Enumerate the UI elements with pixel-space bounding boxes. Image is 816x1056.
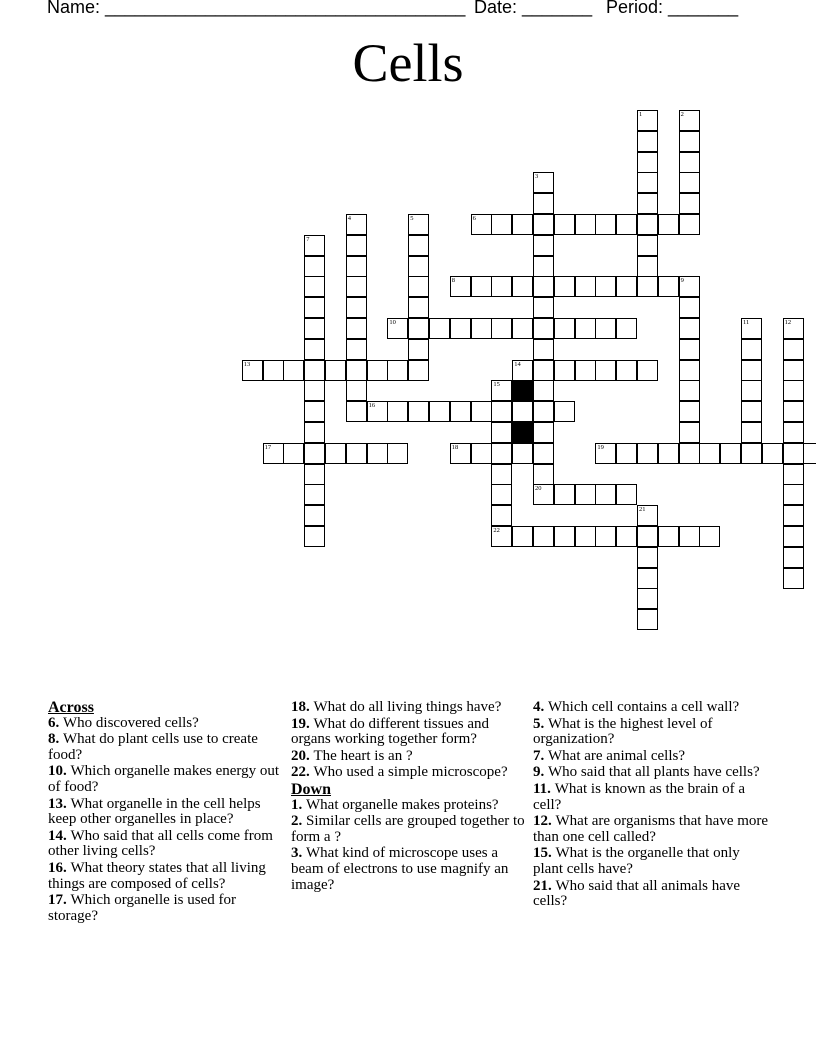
grid-cell[interactable] [325,360,346,381]
clue-label: 9. [533,764,548,781]
down-clue [533,814,773,845]
clue-number: 5 [410,215,414,222]
grid-cell[interactable] [471,214,492,235]
clue-label: 10. [48,763,71,780]
clue-number: 4 [347,215,352,222]
grid-cell[interactable] [637,505,658,526]
grid-cell[interactable] [554,276,575,297]
grid-cell[interactable] [408,276,429,297]
grid-cell[interactable] [575,484,596,505]
grid-cell[interactable] [699,443,720,464]
grid-cell[interactable] [325,443,346,464]
grid-cell[interactable] [533,422,554,443]
grid-cell[interactable] [263,360,284,381]
grid-cell[interactable] [616,484,637,505]
grid-cell[interactable] [304,360,325,381]
grid-cell[interactable] [346,339,367,360]
grid-cell[interactable] [471,401,492,422]
grid-cell[interactable] [554,360,575,381]
clue-label: 7. [533,747,548,764]
grid-cell[interactable] [658,443,679,464]
grid-cell[interactable] [346,235,367,256]
grid-cell[interactable] [491,464,512,485]
grid-cell[interactable] [637,360,658,381]
grid-cell[interactable] [387,443,408,464]
grid-cell[interactable] [346,214,367,235]
grid-cell[interactable] [762,443,783,464]
clue-text: What is the organelle that only plant cells have? [533,845,740,877]
clue-text: Who used a simple microscope? [313,764,508,781]
across-clue [48,764,288,795]
across-clue [291,749,531,765]
grid-cell[interactable] [658,526,679,547]
grid-cell[interactable] [616,276,637,297]
grid-cell[interactable] [783,380,804,401]
grid-cell[interactable] [471,276,492,297]
grid-cell[interactable] [346,276,367,297]
grid-cell[interactable] [637,214,658,235]
grid-cell[interactable] [304,318,325,339]
grid-cell[interactable] [304,464,325,485]
date-field[interactable]: Date: _______ [474,0,593,17]
across-clue [291,700,531,716]
grid-cell[interactable] [783,547,804,568]
grid-cell[interactable] [741,339,762,360]
grid-cell[interactable] [679,318,700,339]
grid-cell[interactable] [304,339,325,360]
grid-cell[interactable] [741,318,762,339]
clue-text: What are animal cells? [548,747,686,764]
down-clue [533,700,773,716]
grid-cell[interactable] [533,318,554,339]
grid-cell[interactable] [408,339,429,360]
grid-cell[interactable] [741,443,762,464]
grid-cell[interactable] [533,339,554,360]
across-clue [48,716,288,732]
grid-cell[interactable] [533,464,554,485]
grid-cell[interactable] [575,276,596,297]
grid-cell[interactable] [304,526,325,547]
grid-cell[interactable] [533,235,554,256]
clue-label: 4. [533,699,548,715]
grid-cell[interactable] [783,339,804,360]
grid-cell[interactable] [533,276,554,297]
grid-cell[interactable] [304,276,325,297]
grid-cell[interactable] [471,443,492,464]
grid-cell[interactable] [637,276,658,297]
grid-cell[interactable] [304,443,325,464]
grid-cell[interactable] [679,152,700,173]
grid-cell[interactable] [304,484,325,505]
black-cell [512,380,533,401]
clue-number: 1 [639,111,643,118]
grid-cell[interactable] [533,484,554,505]
grid-cell[interactable] [637,131,658,152]
clue-text: What do different tissues and organs working together form? [291,715,490,748]
clue-label: 16. [48,859,71,876]
clue-number: 22 [493,527,500,534]
clue-number: 8 [451,277,456,285]
grid-cell[interactable] [637,235,658,256]
grid-cell[interactable] [637,547,658,568]
grid-cell[interactable] [783,360,804,381]
grid-cell[interactable] [512,276,533,297]
grid-cell[interactable] [679,193,700,214]
clue-text: Similar cells are grouped together to form a ? [291,813,525,845]
grid-cell[interactable] [533,193,554,214]
clue-number: 11 [743,319,750,326]
grid-cell[interactable] [679,214,700,235]
grid-cell[interactable] [575,318,596,339]
grid-cell[interactable] [783,464,804,485]
grid-cell[interactable] [512,526,533,547]
grid-cell[interactable] [408,297,429,318]
clue-text: What are organisms that have more than one cell called? [533,813,769,845]
grid-cell[interactable] [554,401,575,422]
clues-column-3 [533,700,773,911]
clues-column-2 [291,700,531,894]
grid-cell[interactable] [304,505,325,526]
grid-cell[interactable] [533,214,554,235]
grid-cell[interactable] [595,360,616,381]
grid-cell[interactable] [283,360,304,381]
grid-cell[interactable] [491,276,512,297]
grid-cell[interactable] [408,360,429,381]
grid-cell[interactable] [783,443,804,464]
grid-cell[interactable] [429,318,450,339]
grid-cell[interactable] [595,484,616,505]
clue-text: What do plant cells use to create food? [48,731,258,763]
clue-text: The heart is an ? [313,747,413,764]
grid-cell[interactable] [512,401,533,422]
across-clue [48,829,288,860]
down-heading: Down [291,780,332,798]
down-clue [533,749,773,765]
period-field[interactable]: Period: _______ [606,0,739,17]
grid-cell[interactable] [637,172,658,193]
grid-cell[interactable] [304,256,325,277]
grid-cell[interactable] [367,360,388,381]
grid-cell[interactable] [304,422,325,443]
grid-cell[interactable] [616,318,637,339]
clue-text: Who said that all animals have cells? [533,877,741,910]
grid-cell[interactable] [491,505,512,526]
grid-cell[interactable] [533,297,554,318]
grid-cell[interactable] [450,443,471,464]
grid-cell[interactable] [367,401,388,422]
grid-cell[interactable] [387,318,408,339]
clue-number: 10 [389,319,396,326]
down-clue [533,879,773,910]
grid-cell[interactable] [616,214,637,235]
grid-cell[interactable] [803,443,816,464]
down-clue [291,814,531,845]
grid-cell[interactable] [408,318,429,339]
grid-cell[interactable] [408,235,429,256]
clue-number: 16 [368,402,376,410]
grid-cell[interactable] [491,318,512,339]
grid-cell[interactable] [783,526,804,547]
grid-cell[interactable] [720,443,741,464]
grid-cell[interactable] [533,526,554,547]
clue-label: 18. [291,699,314,715]
grid-cell[interactable] [679,297,700,318]
clue-text: What organelle in the cell helps keep other organelles in place? [48,795,261,828]
across-heading: Across [48,699,94,716]
grid-cell[interactable] [491,422,512,443]
grid-cell[interactable] [346,380,367,401]
grid-cell[interactable] [512,318,533,339]
grid-cell[interactable] [408,401,429,422]
grid-cell[interactable] [616,443,637,464]
grid-cell[interactable] [637,588,658,609]
grid-cell[interactable] [595,526,616,547]
grid-cell[interactable] [783,568,804,589]
grid-cell[interactable] [637,110,658,131]
clue-label: 2. [291,813,306,830]
grid-cell[interactable] [491,484,512,505]
grid-cell[interactable] [491,443,512,464]
grid-cell[interactable] [283,443,304,464]
grid-cell[interactable] [595,214,616,235]
clue-text: What theory states that all living things are composed of cells? [48,859,266,892]
clue-label: 20. [291,747,314,764]
grid-cell[interactable] [429,401,450,422]
grid-cell[interactable] [533,256,554,277]
grid-cell[interactable] [450,276,471,297]
grid-cell[interactable] [679,172,700,193]
grid-cell[interactable] [679,339,700,360]
grid-cell[interactable] [637,526,658,547]
grid-cell[interactable] [679,276,700,297]
grid-cell[interactable] [263,443,284,464]
down-clue [533,717,773,748]
clue-label: 12. [533,813,556,830]
grid-cell[interactable] [450,318,471,339]
grid-cell[interactable] [783,505,804,526]
grid-cell[interactable] [304,380,325,401]
grid-cell[interactable] [304,297,325,318]
down-clue [533,782,773,813]
clue-number: 19 [597,443,604,451]
grid-cell[interactable] [512,360,533,381]
clue-text: Which cell contains a cell wall? [548,699,740,715]
grid-cell[interactable] [491,526,512,547]
clue-text: Which organelle makes energy out of food? [48,763,280,795]
grid-cell[interactable] [783,484,804,505]
grid-cell[interactable] [304,401,325,422]
clue-number: 14 [514,360,521,368]
grid-cell[interactable] [637,443,658,464]
grid-cell[interactable] [346,256,367,277]
clue-text: What is known as the brain of a cell? [533,780,746,813]
grid-cell[interactable] [679,380,700,401]
clue-number: 12 [784,319,792,326]
down-clue [533,846,773,877]
grid-cell[interactable] [679,401,700,422]
grid-cell[interactable] [554,214,575,235]
grid-cell[interactable] [595,276,616,297]
clue-text: Who said that all cells come from other living cells? [48,827,273,860]
grid-cell[interactable] [512,214,533,235]
across-clue [48,797,288,828]
clue-label: 22. [291,764,314,781]
grid-cell[interactable] [658,276,679,297]
grid-cell[interactable] [741,360,762,381]
grid-cell[interactable] [554,318,575,339]
grid-cell[interactable] [346,360,367,381]
clue-text: Which organelle is used for storage? [48,892,237,924]
clue-number: 2 [680,111,684,118]
grid-cell[interactable] [637,152,658,173]
grid-cell[interactable] [346,401,367,422]
grid-cell[interactable] [491,214,512,235]
grid-cell[interactable] [533,401,554,422]
grid-cell[interactable] [450,401,471,422]
clue-number: 20 [535,485,542,493]
grid-cell[interactable] [699,526,720,547]
clue-label: 3. [291,845,306,862]
grid-cell[interactable] [741,422,762,443]
grid-cell[interactable] [741,380,762,401]
grid-cell[interactable] [575,214,596,235]
grid-cell[interactable] [637,256,658,277]
grid-cell[interactable] [554,484,575,505]
across-clue [48,732,288,763]
clue-label: 11. [533,780,555,797]
clue-number: 15 [493,381,500,389]
grid-cell[interactable] [304,235,325,256]
clue-label: 19. [291,715,314,732]
clue-text: What is the highest level of organization? [533,715,713,748]
grid-cell[interactable] [741,401,762,422]
name-field[interactable]: Name: ____________________________________ [47,0,466,17]
clue-text: Who said that all plants have cells? [548,764,760,781]
clue-number: 13 [243,360,251,368]
grid-cell[interactable] [491,401,512,422]
grid-cell[interactable] [512,443,533,464]
clue-number: 21 [639,506,646,514]
clue-label: 6. [48,714,63,731]
grid-cell[interactable] [616,526,637,547]
grid-cell[interactable] [491,380,512,401]
down-clue [291,846,531,893]
grid-cell[interactable] [471,318,492,339]
clue-text: What do all living things have? [313,699,502,715]
clue-label: 1. [291,796,306,813]
clue-label: 14. [48,827,71,844]
grid-cell[interactable] [533,172,554,193]
clue-label: 8. [48,731,63,748]
grid-cell[interactable] [616,360,637,381]
grid-cell[interactable] [408,256,429,277]
down-clue [533,765,773,781]
clue-text: What kind of microscope uses a beam of electrons to use magnify an image? [291,845,509,893]
grid-cell[interactable] [637,193,658,214]
grid-cell[interactable] [554,526,575,547]
grid-cell[interactable] [679,526,700,547]
grid-cell[interactable] [346,443,367,464]
across-clue [48,893,288,924]
clue-label: 15. [533,845,556,862]
clue-label: 21. [533,877,556,894]
grid-cell[interactable] [387,401,408,422]
clues-column-1 [48,700,288,925]
grid-cell[interactable] [637,609,658,630]
grid-cell[interactable] [575,526,596,547]
grid-cell[interactable] [679,131,700,152]
grid-cell[interactable] [595,318,616,339]
clue-label: 13. [48,795,71,812]
grid-cell[interactable] [679,443,700,464]
grid-cell[interactable] [533,360,554,381]
grid-cell[interactable] [783,318,804,339]
clue-label: 5. [533,715,548,732]
grid-cell[interactable] [783,422,804,443]
grid-cell[interactable] [679,110,700,131]
clue-number: 3 [535,173,539,181]
clue-text: What organelle makes proteins? [306,796,499,813]
grid-cell[interactable] [408,214,429,235]
down-clue [291,798,531,814]
grid-cell[interactable] [367,443,388,464]
clue-text: Who discovered cells? [63,714,199,731]
clue-number: 9 [680,277,684,285]
grid-cell[interactable] [575,360,596,381]
grid-cell[interactable] [387,360,408,381]
grid-cell[interactable] [242,360,263,381]
across-clue [291,765,531,781]
grid-cell[interactable] [679,360,700,381]
clue-number: 17 [264,443,272,451]
black-cell [512,422,533,443]
clue-number: 18 [451,443,459,451]
grid-cell[interactable] [637,568,658,589]
grid-cell[interactable] [679,422,700,443]
grid-cell[interactable] [595,443,616,464]
grid-cell[interactable] [533,443,554,464]
page-title: Cells [352,33,464,93]
clue-number: 6 [472,215,476,222]
grid-cell[interactable] [658,214,679,235]
across-clue [48,861,288,892]
clue-label: 17. [48,892,71,909]
grid-cell[interactable] [346,318,367,339]
grid-cell[interactable] [783,401,804,422]
across-clue [291,717,531,748]
clue-number: 7 [306,235,310,243]
grid-cell[interactable] [533,380,554,401]
grid-cell[interactable] [346,297,367,318]
